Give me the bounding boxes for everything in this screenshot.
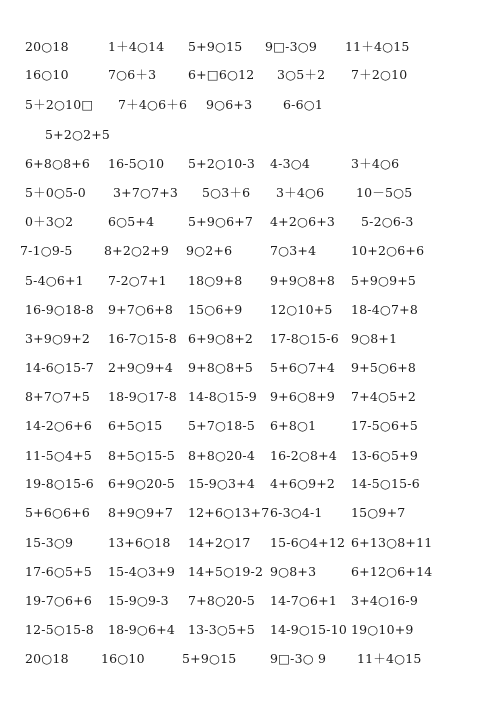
comparison-problem: 6+□6○12 xyxy=(188,67,255,82)
comparison-problem: 14+2○17 xyxy=(188,535,251,550)
comparison-problem: 6-6○1 xyxy=(283,97,323,112)
comparison-problem: 11＋4○15 xyxy=(357,651,422,666)
comparison-problem: 15-3○9 xyxy=(25,535,74,550)
comparison-problem: 17-5○6+5 xyxy=(351,418,418,433)
comparison-problem: 14-5○15-6 xyxy=(351,476,420,491)
worksheet-row xyxy=(0,241,500,261)
comparison-problem: 13+6○18 xyxy=(108,535,171,550)
worksheet-row xyxy=(0,474,500,494)
comparison-problem: 16○10 xyxy=(101,651,145,666)
comparison-problem: 15-6○4+12 xyxy=(270,535,346,550)
comparison-problem: 11＋4○15 xyxy=(345,39,410,54)
comparison-problem: 18-4○7+8 xyxy=(351,302,418,317)
comparison-problem: 5-4○6+1 xyxy=(25,273,84,288)
worksheet-row xyxy=(0,649,500,669)
comparison-problem: 5+9○15 xyxy=(188,39,243,54)
comparison-problem: 14+5○19-2 xyxy=(188,564,264,579)
comparison-problem: 17-6○5+5 xyxy=(25,564,92,579)
comparison-problem: 5+2○2+5 xyxy=(45,127,111,142)
comparison-problem: 8+2○2+9 xyxy=(104,243,170,258)
comparison-problem: 3＋4○6 xyxy=(276,185,325,200)
comparison-problem: 8+5○15-5 xyxy=(108,448,175,463)
worksheet-row xyxy=(0,154,500,174)
comparison-problem: 3○5＋2 xyxy=(277,67,326,82)
worksheet-row xyxy=(0,358,500,378)
comparison-problem: 5＋2○10□ xyxy=(25,97,94,112)
worksheet-row xyxy=(0,446,500,466)
comparison-problem: 7○3+4 xyxy=(270,243,317,258)
comparison-problem: 9○6+3 xyxy=(206,97,253,112)
comparison-problem: 4-3○4 xyxy=(270,156,310,171)
comparison-problem: 9○2+6 xyxy=(186,243,233,258)
comparison-problem: 14-6○15-7 xyxy=(25,360,94,375)
comparison-problem: 19-8○15-6 xyxy=(25,476,94,491)
worksheet-row xyxy=(0,387,500,407)
comparison-problem: 11-5○4+5 xyxy=(25,448,92,463)
comparison-problem: 9+7○6+8 xyxy=(108,302,174,317)
comparison-problem: 16-9○18-8 xyxy=(25,302,94,317)
comparison-problem: 6+8○1 xyxy=(270,418,317,433)
comparison-problem: 13-6○5+9 xyxy=(351,448,418,463)
comparison-problem: 7+4○5+2 xyxy=(351,389,417,404)
comparison-problem: 4+2○6+3 xyxy=(270,214,336,229)
comparison-problem: 18○9+8 xyxy=(188,273,243,288)
worksheet-row xyxy=(0,533,500,553)
comparison-problem: 9+5○6+8 xyxy=(351,360,417,375)
comparison-problem: 16○10 xyxy=(25,67,69,82)
comparison-problem: 5+7○18-5 xyxy=(188,418,255,433)
comparison-problem: 2+9○9+4 xyxy=(108,360,174,375)
comparison-problem: 6+12○6+14 xyxy=(351,564,433,579)
comparison-problem: 16-2○8+4 xyxy=(270,448,337,463)
comparison-problem: 15-9○3+4 xyxy=(188,476,255,491)
comparison-problem: 12-5○15-8 xyxy=(25,622,94,637)
comparison-problem: 18-9○17-8 xyxy=(108,389,177,404)
worksheet-row xyxy=(0,620,500,640)
comparison-problem: 5+6○7+4 xyxy=(270,360,336,375)
comparison-problem: 1＋4○14 xyxy=(108,39,165,54)
comparison-problem: 12○10+5 xyxy=(270,302,333,317)
worksheet-row xyxy=(0,212,500,232)
comparison-problem: 9□-3○ 9 xyxy=(270,651,327,666)
comparison-problem: 3+7○7+3 xyxy=(113,185,179,200)
comparison-problem: 9□-3○9 xyxy=(265,39,317,54)
comparison-problem: 19-7○6+6 xyxy=(25,593,92,608)
worksheet-row xyxy=(0,125,500,145)
worksheet-row xyxy=(0,300,500,320)
comparison-problem: 20○18 xyxy=(25,651,69,666)
comparison-problem: 14-7○6+1 xyxy=(270,593,337,608)
comparison-problem: 7○6＋3 xyxy=(108,67,157,82)
comparison-problem: 18-9○6+4 xyxy=(108,622,175,637)
worksheet-row xyxy=(0,329,500,349)
comparison-problem: 9+8○8+5 xyxy=(188,360,254,375)
comparison-problem: 5+2○10-3 xyxy=(188,156,255,171)
comparison-problem: 3＋4○6 xyxy=(351,156,400,171)
comparison-problem: 7-1○9-5 xyxy=(20,243,73,258)
comparison-problem: 5+9○15 xyxy=(182,651,237,666)
comparison-problem: 6+8○8+6 xyxy=(25,156,91,171)
comparison-problem: 13-3○5+5 xyxy=(188,622,255,637)
comparison-problem: 4+6○9+2 xyxy=(270,476,336,491)
comparison-problem: 6-3○4-1 xyxy=(270,505,323,520)
comparison-problem: 14-8○15-9 xyxy=(188,389,257,404)
comparison-problem: 5+9○6+7 xyxy=(188,214,254,229)
comparison-problem: 16-5○10 xyxy=(108,156,165,171)
comparison-problem: 7＋2○10 xyxy=(351,67,408,82)
comparison-problem: 20○18 xyxy=(25,39,69,54)
comparison-problem: 5-2○6-3 xyxy=(361,214,414,229)
comparison-problem: 9○8+3 xyxy=(270,564,317,579)
comparison-problem: 6+13○8+11 xyxy=(351,535,433,550)
comparison-problem: 7-2○7+1 xyxy=(108,273,167,288)
comparison-problem: 8+8○20-4 xyxy=(188,448,255,463)
worksheet-row xyxy=(0,37,500,57)
comparison-problem: 19○10+9 xyxy=(351,622,414,637)
comparison-problem: 15○6+9 xyxy=(188,302,243,317)
comparison-problem: 9+6○8+9 xyxy=(270,389,336,404)
worksheet-row xyxy=(0,416,500,436)
comparison-problem: 14-2○6+6 xyxy=(25,418,92,433)
comparison-problem: 15-4○3+9 xyxy=(108,564,175,579)
comparison-problem: 0＋3○2 xyxy=(25,214,74,229)
comparison-problem: 3+4○16-9 xyxy=(351,593,418,608)
comparison-problem: 9+9○8+8 xyxy=(270,273,336,288)
worksheet-row xyxy=(0,591,500,611)
comparison-problem: 15-9○9-3 xyxy=(108,593,169,608)
comparison-problem: 5+9○9+5 xyxy=(351,273,417,288)
comparison-problem: 15○9+7 xyxy=(351,505,406,520)
comparison-problem: 14-9○15-10 xyxy=(270,622,348,637)
comparison-problem: 16-7○15-8 xyxy=(108,331,177,346)
comparison-problem: 6○5+4 xyxy=(108,214,155,229)
comparison-problem: 10－5○5 xyxy=(356,185,413,200)
worksheet-row xyxy=(0,271,500,291)
comparison-problem: 5＋0○5-0 xyxy=(25,185,86,200)
comparison-problem: 8+9○9+7 xyxy=(108,505,174,520)
comparison-problem: 9○8+1 xyxy=(351,331,398,346)
comparison-problem: 6+9○8+2 xyxy=(188,331,254,346)
comparison-problem: 6+9○20-5 xyxy=(108,476,175,491)
comparison-problem: 10+2○6+6 xyxy=(351,243,425,258)
worksheet-row xyxy=(0,503,500,523)
comparison-problem: 17-8○15-6 xyxy=(270,331,339,346)
comparison-problem: 5○3＋6 xyxy=(202,185,251,200)
comparison-problem: 6+5○15 xyxy=(108,418,163,433)
comparison-problem: 7＋4○6＋6 xyxy=(118,97,188,112)
comparison-problem: 7+8○20-5 xyxy=(188,593,255,608)
comparison-problem: 8+7○7+5 xyxy=(25,389,91,404)
worksheet-row xyxy=(0,183,500,203)
comparison-problem: 3+9○9+2 xyxy=(25,331,91,346)
worksheet-row xyxy=(0,95,500,115)
comparison-problem: 5+6○6+6 xyxy=(25,505,91,520)
worksheet-row xyxy=(0,65,500,85)
comparison-problem: 12+6○13+7 xyxy=(188,505,270,520)
worksheet-row xyxy=(0,562,500,582)
